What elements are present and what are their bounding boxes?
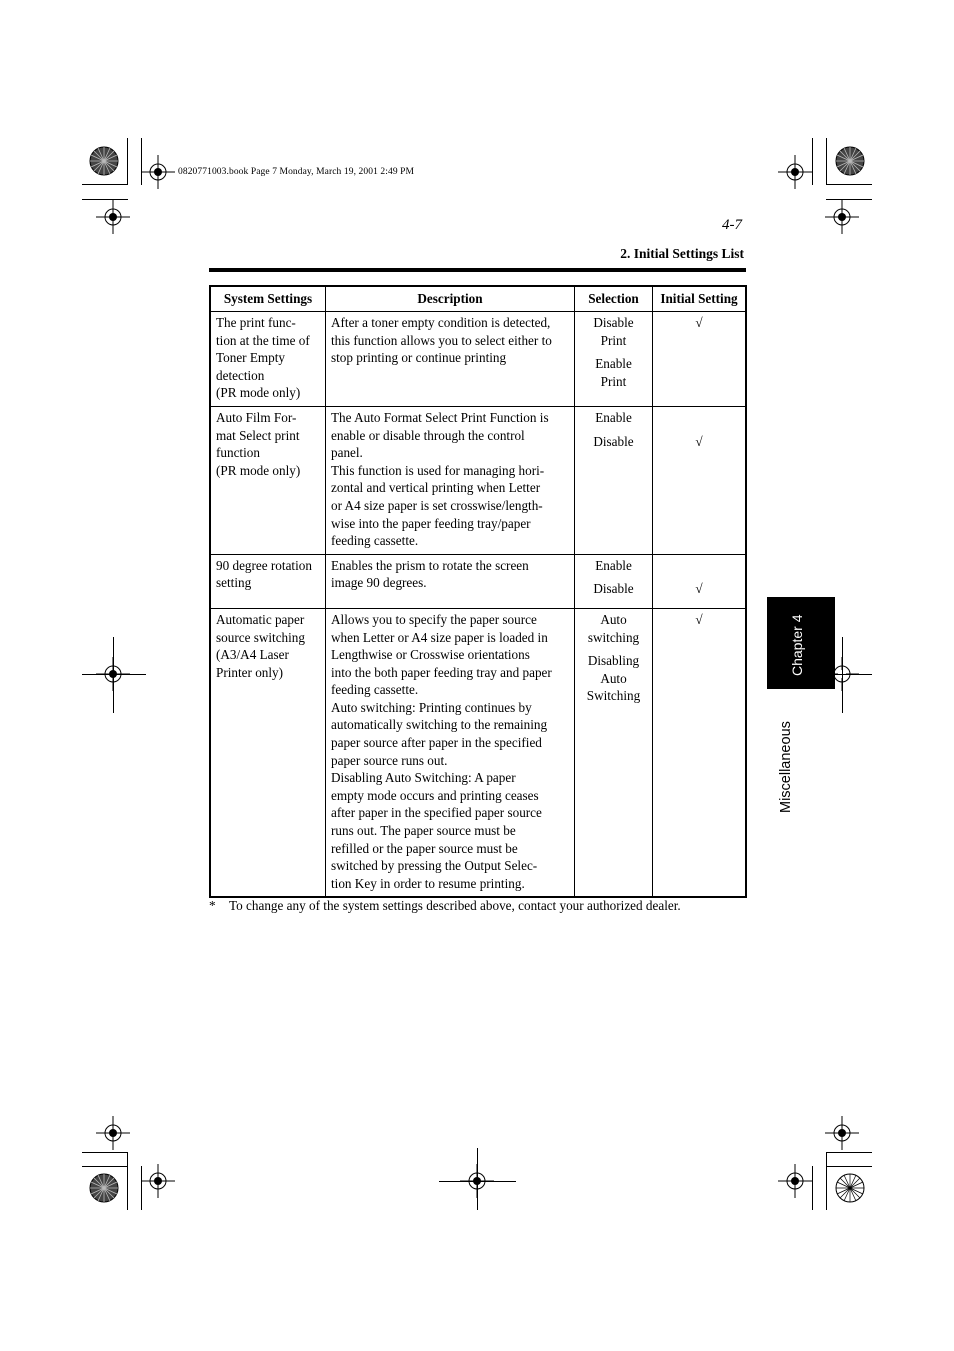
check-mark-icon: √ (695, 611, 703, 627)
selection-option (577, 580, 650, 598)
description-text-line: feeding cassette. (331, 682, 419, 698)
selection-option (577, 611, 650, 646)
selection-option (577, 652, 650, 705)
selection-text-line: Enable (595, 356, 632, 372)
table-row (210, 406, 746, 554)
column-header: System Settings (210, 286, 326, 312)
initial-setting-mark (655, 409, 743, 427)
setting-text-line: tion at the time of (216, 332, 310, 348)
description-text-line: switched by pressing the Output Selec- (331, 858, 538, 874)
description-text-line: Auto switching: Printing continues by (331, 699, 532, 715)
selection-text-line: Enable (595, 409, 632, 425)
description-text-line: Allows you to specify the paper source (331, 611, 537, 627)
setting-text-line: source switching (216, 629, 305, 645)
description-cell (326, 406, 575, 554)
system-setting-cell (210, 608, 326, 897)
check-mark-icon (655, 652, 743, 670)
registration-mark-icon (96, 200, 130, 234)
table-row (210, 554, 746, 608)
column-header: Initial Setting (653, 286, 747, 312)
selection-text-line: Disable (593, 433, 634, 449)
check-mark-icon: √ (695, 315, 703, 330)
setting-text-line: mat Select print (216, 427, 300, 443)
selection-text-line: Print (600, 332, 627, 348)
description-text-line: runs out. The paper source must be (331, 823, 516, 839)
initial-setting-cell (653, 608, 747, 897)
selection-option (577, 409, 650, 427)
description-text-line: The Auto Format Select Print Function is (331, 409, 549, 425)
check-mark-icon: √ (695, 433, 703, 449)
description-text-line: paper source runs out. (331, 752, 448, 768)
selection-text-line: Switching (586, 688, 641, 704)
selection-option (577, 557, 650, 575)
registration-mark-icon (825, 200, 859, 234)
table-header-row (210, 286, 746, 312)
system-setting-cell (210, 312, 326, 407)
page-number: 4-7 (722, 217, 742, 233)
check-mark-icon: √ (695, 581, 703, 597)
registration-mark-icon (141, 155, 175, 189)
setting-text-line: The print func- (216, 315, 296, 330)
footnote (209, 897, 709, 915)
registration-mark-icon (141, 1164, 175, 1198)
description-text-line: Disabling Auto Switching: A paper (331, 770, 516, 786)
description-text-line: After a toner empty condition is detected, (331, 315, 551, 330)
description-text-line: feeding cassette. (331, 533, 419, 549)
spacer (655, 687, 743, 705)
setting-text-line: Printer only) (216, 664, 284, 680)
section-side-label: Miscellaneous (778, 721, 794, 813)
description-text-line: enable or disable through the control (331, 427, 525, 443)
description-text-line: this function allows you to select either to (331, 332, 552, 348)
system-setting-cell (210, 554, 326, 608)
description-text-line: tion Key in order to resume printing. (331, 875, 525, 891)
selection-cell (575, 312, 653, 407)
chapter-tab (767, 597, 835, 689)
setting-text-line: detection (216, 367, 265, 383)
selection-text-line: Disable (593, 581, 634, 597)
selection-cell (575, 554, 653, 608)
check-mark-icon (655, 557, 743, 575)
selection-cell (575, 608, 653, 897)
initial-settings-table (209, 285, 747, 898)
description-text-line: after paper in the specified paper source (331, 805, 542, 821)
initial-setting-mark (655, 652, 743, 705)
system-setting-cell (210, 406, 326, 554)
spacer (655, 332, 743, 350)
description-text-line: refilled or the paper source must be (331, 840, 518, 856)
initial-setting-mark (655, 611, 743, 646)
check-mark-icon (655, 355, 743, 373)
registration-rosette-icon (89, 1173, 119, 1203)
spacer (655, 629, 743, 647)
initial-setting-mark (655, 433, 743, 451)
selection-text-line: Enable (595, 557, 632, 573)
selection-text-line: Auto (600, 670, 627, 686)
description-cell (326, 608, 575, 897)
header-rule (209, 268, 746, 272)
setting-text-line: (PR mode only) (216, 462, 301, 478)
description-text-line: stop printing or continue printing (331, 350, 507, 366)
footnote-text: To change any of the system settings described above, contact your authorized dealer. (229, 898, 681, 913)
description-cell (326, 312, 575, 407)
selection-option (577, 355, 650, 390)
registration-rosette-icon (835, 1173, 865, 1203)
description-text-line: zontal and vertical printing when Letter (331, 480, 541, 496)
description-text-line: automatically switching to the remaining (331, 717, 548, 733)
table-row (210, 608, 746, 897)
selection-option (577, 433, 650, 451)
column-header: Description (326, 286, 575, 312)
selection-text-line: Disabling (587, 653, 640, 669)
spacer (655, 670, 743, 688)
setting-text-line: setting (216, 575, 252, 591)
registration-mark-icon (96, 1116, 130, 1150)
selection-text-line: Disable (593, 315, 634, 330)
selection-cell (575, 406, 653, 554)
setting-text-line: (A3/A4 Laser (216, 647, 289, 663)
description-text-line: Lengthwise or Crosswise orientations (331, 647, 530, 663)
section-title: 2. Initial Settings List (620, 246, 744, 261)
description-text-line: wise into the paper feeding tray/paper (331, 515, 531, 531)
description-text-line: This function is used for managing hori- (331, 462, 545, 478)
registration-mark-icon (778, 155, 812, 189)
description-text-line: or A4 size paper is set crosswise/length- (331, 497, 543, 513)
registration-rosette-icon (835, 146, 865, 176)
selection-text-line: switching (587, 629, 640, 645)
registration-rosette-icon (89, 146, 119, 176)
book-info: 0820771003.book Page 7 Monday, March 19, 2001 2:49 PM (178, 167, 415, 177)
setting-text-line: function (216, 445, 260, 461)
table-row (210, 312, 746, 407)
registration-mark-icon (825, 1116, 859, 1150)
description-text-line: image 90 degrees. (331, 575, 427, 591)
initial-setting-cell (653, 312, 747, 407)
registration-mark-icon (778, 1164, 812, 1198)
initial-setting-mark (655, 314, 743, 349)
initial-setting-mark (655, 580, 743, 598)
description-cell (326, 554, 575, 608)
description-text-line: paper source after paper in the specified (331, 735, 542, 751)
description-text-line: empty mode occurs and printing ceases (331, 787, 539, 803)
setting-text-line: Auto Film For- (216, 409, 297, 425)
selection-option (577, 314, 650, 349)
description-text-line: when Letter or A4 size paper is loaded in (331, 629, 548, 645)
column-header: Selection (575, 286, 653, 312)
description-text-line: Enables the prism to rotate the screen (331, 557, 529, 573)
initial-setting-cell (653, 406, 747, 554)
setting-text-line: Toner Empty (216, 350, 286, 366)
initial-setting-mark (655, 355, 743, 390)
description-text-line: panel. (331, 445, 363, 461)
spacer (655, 373, 743, 391)
setting-text-line: (PR mode only) (216, 385, 301, 401)
initial-setting-mark (655, 557, 743, 575)
description-text-line: into the both paper feeding tray and paper (331, 664, 552, 680)
initial-setting-cell (653, 554, 747, 608)
footnote-marker: * (209, 898, 216, 913)
setting-text-line: Automatic paper (216, 611, 305, 627)
chapter-label: Chapter 4 (789, 614, 805, 676)
selection-text-line: Print (600, 373, 627, 389)
selection-text-line: Auto (600, 611, 627, 627)
setting-text-line: 90 degree rotation (216, 557, 312, 573)
check-mark-icon (655, 409, 743, 427)
